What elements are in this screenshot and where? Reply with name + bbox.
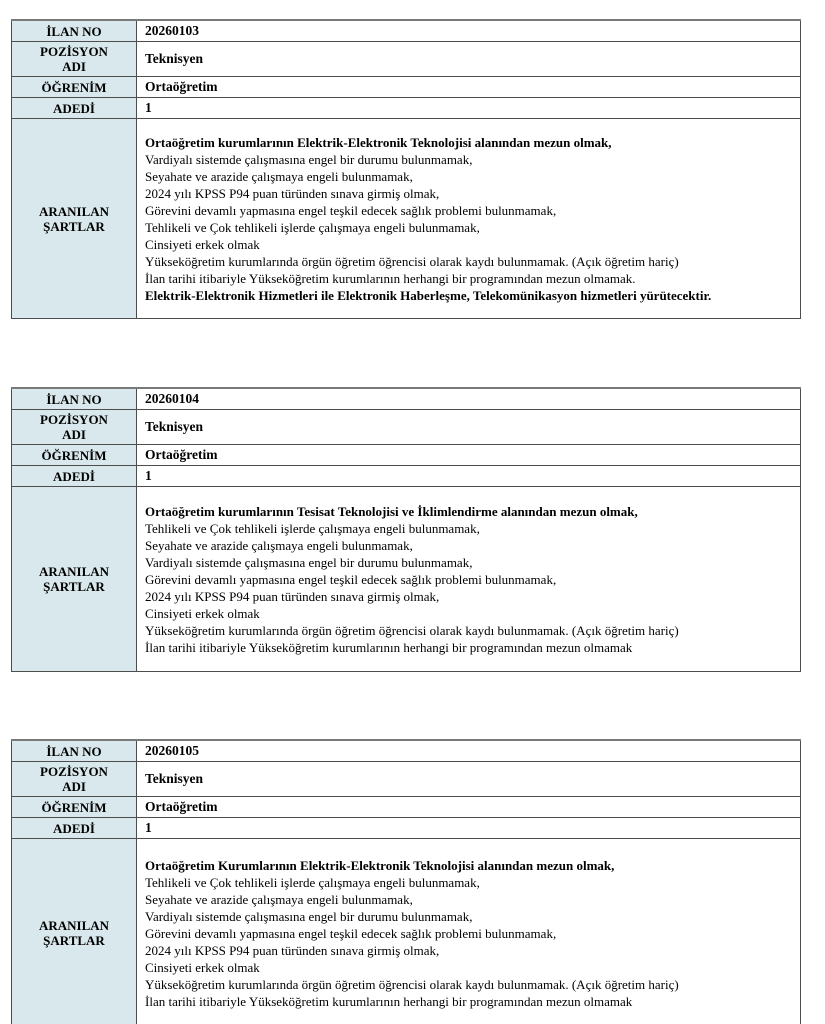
aranilan-sartlar-label-text: ARANILAN ŞARTLAR [38,203,110,234]
requirement-line: Ortaöğretim Kurumlarının Elektrik-Elektronik Teknolojisi alanından mezun olmak, [145,857,615,873]
requirements-cell [137,119,801,319]
ogrenim-value: Ortaöğretim [137,77,801,98]
table-row [12,487,801,672]
requirement-line: Tehlikeli ve Çok tehlikeli işlerde çalışmaya engeli bulunmamak, [145,520,480,536]
requirement-line: İlan tarihi itibariyle Yükseköğretim kurumlarının herhangi bir programından mezun olmamak [145,639,633,655]
requirement-line: Görevini devamlı yapmasına engel teşkil edecek sağlık problemi bulunmamak, [145,202,557,218]
requirement-line: Elektrik-Elektronik Hizmetleri ile Elektronik Haberleşme, Telekomünikasyon hizmetleri yürütecektir. [145,287,712,303]
table-row [12,818,801,839]
requirement-line: Seyahate ve arazide çalışmaya engeli bulunmamak, [145,891,413,907]
listing-table-20260105 [11,739,801,1024]
requirement-line: Tehlikeli ve Çok tehlikeli işlerde çalışmaya engeli bulunmamak, [145,874,480,890]
requirement-line: Vardiyalı sistemde çalışmasına engel bir durumu bulunmamak, [145,554,473,570]
pozisyon-adi-value: Teknisyen [137,762,801,797]
table-row [12,445,801,466]
adedi-label: ADEDİ [12,818,137,839]
requirement-line: Görevini devamlı yapmasına engel teşkil edecek sağlık problemi bulunmamak, [145,925,557,941]
table-row [12,98,801,119]
table-row [12,410,801,445]
pozisyon-adi-label [12,410,137,445]
table-row [12,466,801,487]
adedi-value: 1 [137,818,801,839]
aranilan-sartlar-label-text: ARANILAN ŞARTLAR [38,564,110,594]
requirement-line: Ortaöğretim kurumlarının Tesisat Teknolojisi ve İklimlendirme alanından mezun olmak, [145,503,638,519]
ogrenim-label: ÖĞRENİM [12,77,137,98]
requirement-line: Seyahate ve arazide çalışmaya engeli bulunmamak, [145,537,413,553]
table-row [12,42,801,77]
requirement-line: Ortaöğretim kurumlarının Elektrik-Elektronik Teknolojisi alanından mezun olmak, [145,134,612,150]
requirement-line: 2024 yılı KPSS P94 puan türünden sınava girmiş olmak, [145,185,440,201]
listing-table-20260103 [11,19,801,319]
adedi-value: 1 [137,98,801,119]
ilan-no-value: 20260105 [137,740,801,762]
ilan-no-label: İLAN NO [12,388,137,410]
aranilan-sartlar-label [12,487,137,672]
requirement-line: Cinsiyeti erkek olmak [145,605,260,621]
ilan-no-label: İLAN NO [12,20,137,42]
requirement-line: Tehlikeli ve Çok tehlikeli işlerde çalışmaya engeli bulunmamak, [145,219,480,235]
requirement-line: Cinsiyeti erkek olmak [145,236,260,252]
pozisyon-adi-label [12,762,137,797]
table-row [12,388,801,410]
table-row [12,740,801,762]
requirement-line: 2024 yılı KPSS P94 puan türünden sınava girmiş olmak, [145,588,440,604]
ogrenim-value: Ortaöğretim [137,445,801,466]
pozisyon-adi-label-text: POZİSYON ADI [40,44,108,74]
pozisyon-adi-label [12,42,137,77]
listing-table-20260104 [11,387,801,672]
table-row [12,20,801,42]
requirement-line: Görevini devamlı yapmasına engel teşkil edecek sağlık problemi bulunmamak, [145,571,557,587]
ilan-no-label: İLAN NO [12,740,137,762]
pozisyon-adi-value: Teknisyen [137,42,801,77]
table-row [12,762,801,797]
requirement-line: Yükseköğretim kurumlarında örgün öğretim öğrencisi olarak kaydı bulunmamak. (Açık öğretim hariç) [145,622,679,638]
requirements-cell [137,487,801,672]
aranilan-sartlar-label [12,839,137,1024]
requirement-line: Yükseköğretim kurumlarında örgün öğretim öğrencisi olarak kaydı bulunmamak. (Açık öğretim hariç) [145,976,679,992]
requirements-cell [137,839,801,1024]
aranilan-sartlar-label [12,119,137,319]
requirement-line: Vardiyalı sistemde çalışmasına engel bir durumu bulunmamak, [145,151,473,167]
adedi-label: ADEDİ [12,466,137,487]
pozisyon-adi-label-text: POZİSYON ADI [40,764,108,794]
ilan-no-value: 20260104 [137,388,801,410]
pozisyon-adi-label-text: POZİSYON ADI [40,412,108,442]
requirement-line: İlan tarihi itibariyle Yükseköğretim kurumlarının herhangi bir programından mezun olmamak [145,993,633,1009]
requirement-line: Cinsiyeti erkek olmak [145,959,260,975]
ogrenim-value: Ortaöğretim [137,797,801,818]
ogrenim-label: ÖĞRENİM [12,445,137,466]
aranilan-sartlar-label-text: ARANILAN ŞARTLAR [38,918,110,948]
table-row [12,119,801,319]
adedi-label: ADEDİ [12,98,137,119]
pozisyon-adi-value: Teknisyen [137,410,801,445]
ilan-no-value: 20260103 [137,20,801,42]
requirement-line: İlan tarihi itibariyle Yükseköğretim kurumlarının herhangi bir programından mezun olmamak. [145,270,636,286]
requirement-line: Seyahate ve arazide çalışmaya engeli bulunmamak, [145,168,413,184]
ogrenim-label: ÖĞRENİM [12,797,137,818]
adedi-value: 1 [137,466,801,487]
requirement-line: Vardiyalı sistemde çalışmasına engel bir durumu bulunmamak, [145,908,473,924]
requirement-line: Yükseköğretim kurumlarında örgün öğretim öğrencisi olarak kaydı bulunmamak. (Açık öğretim hariç) [145,253,679,269]
table-row [12,77,801,98]
table-row [12,797,801,818]
table-row [12,839,801,1024]
requirement-line: 2024 yılı KPSS P94 puan türünden sınava girmiş olmak, [145,942,440,958]
